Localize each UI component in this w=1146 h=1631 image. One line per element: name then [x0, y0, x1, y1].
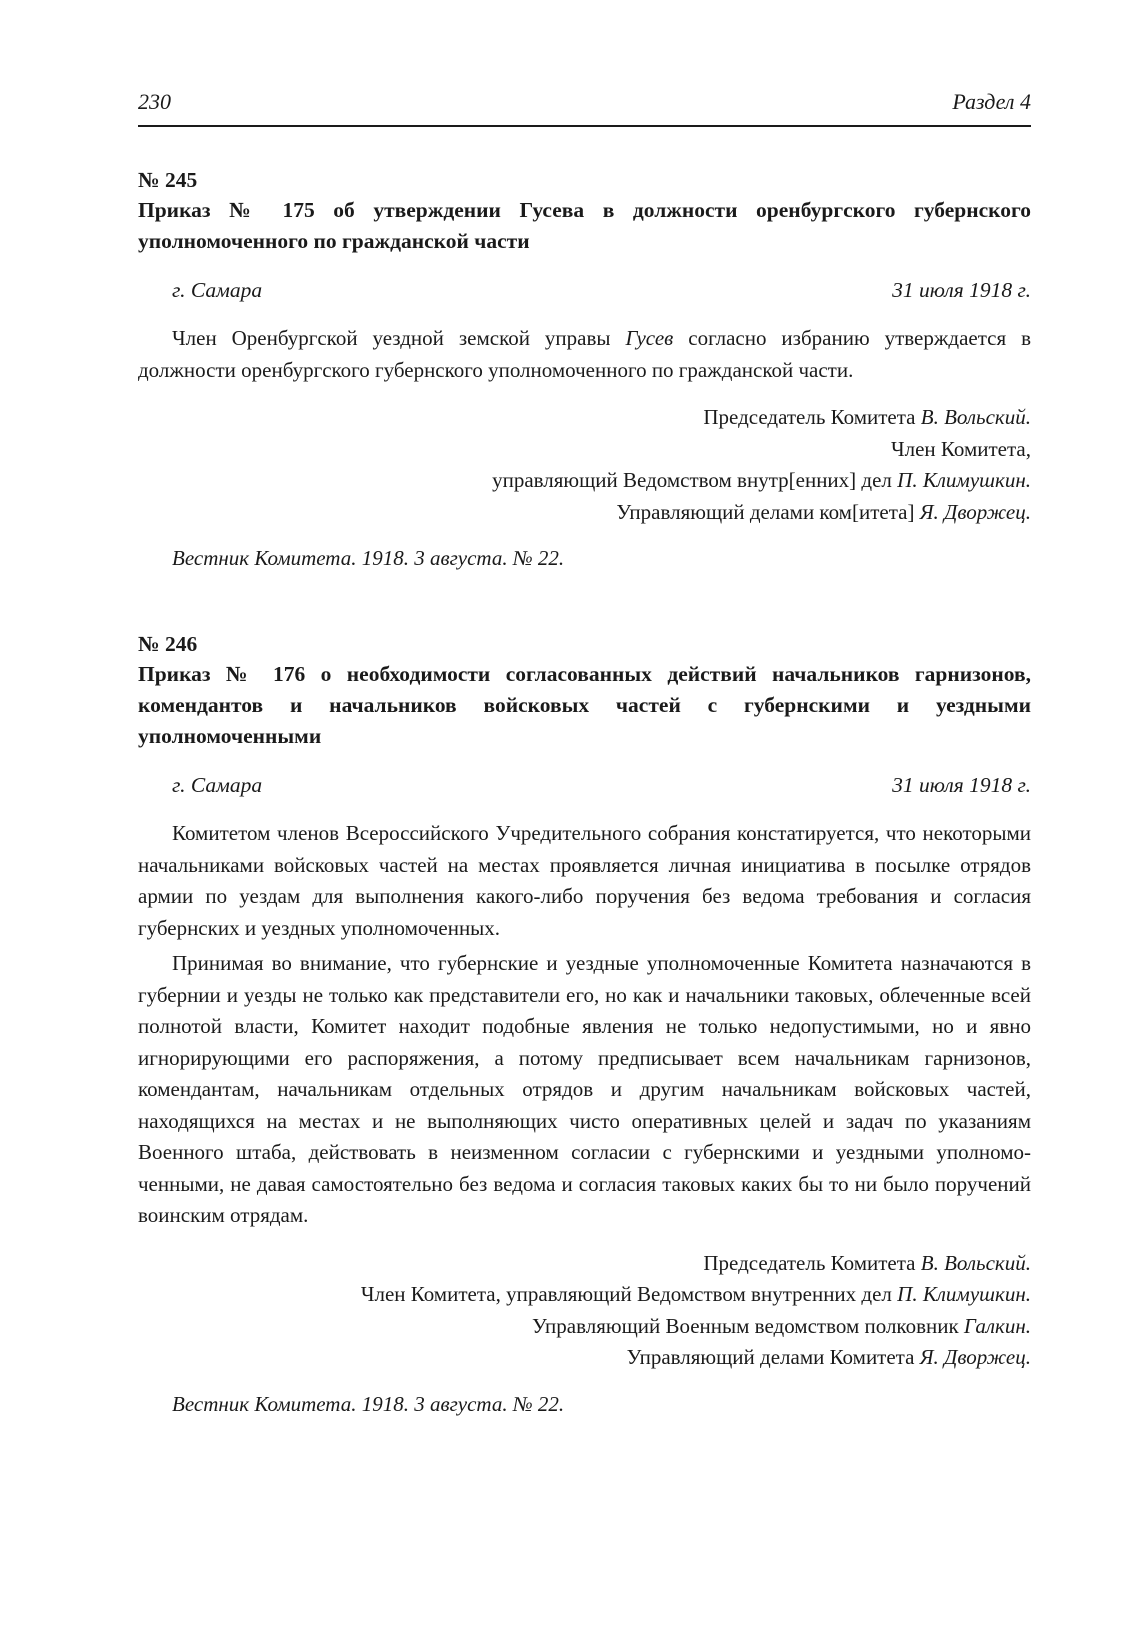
paragraph: Комитетом членов Всероссийского Учредительного собрания констатируется, что некоторыми начальниками войсковых частей на местах проявляется личная инициатива в посылке отрядов армии по уездам для выполнения какого-либо поручения без ведома требования и согласия губернских и уездных уполномоченных. — [138, 821, 1031, 940]
place-date-line — [138, 770, 1031, 800]
page-number: 230 — [138, 89, 171, 114]
signature-line — [138, 1311, 1031, 1343]
signature-name: Я. Дворжец. — [919, 499, 1031, 524]
signature-role: Член Комитета, — [890, 436, 1031, 461]
signature-role: управляющий Ведомством внутр[енних] дел — [492, 468, 898, 492]
signature-role: Управляющий делами ком[итета] — [616, 499, 920, 524]
signature-block — [138, 402, 1031, 528]
signature-name: Галкин. — [963, 1313, 1031, 1338]
signature-role: Управляющий делами Комитета — [626, 1345, 920, 1369]
document-body — [138, 323, 1031, 386]
signature-block — [138, 1248, 1031, 1374]
document-246 — [138, 629, 1031, 1419]
source-citation: Вестник Комитета. 1918. 3 августа. № 22. — [172, 1391, 565, 1416]
signature-line — [138, 434, 1031, 466]
document-number: № 245 — [138, 168, 198, 192]
signature-line — [138, 1279, 1031, 1311]
signature-line — [138, 402, 1031, 434]
source-citation: Вестник Комитета. 1918. 3 августа. № 22. — [172, 546, 565, 570]
signature-role: Член Комитета, управляющий Ведомством внутренних дел — [360, 1282, 898, 1306]
paragraph-text-end: согласно избранию утверждается в должности оренбургского губернского уполномоченного по гражданской части. — [138, 326, 1031, 382]
page — [138, 88, 1031, 1419]
signature-role: Председатель Комитета — [703, 1250, 921, 1275]
section-title: Раздел 4 — [952, 89, 1031, 114]
document-title: Приказ № 176 о необходимости согласованных действий начальников гарнизонов, комендантов и начальников войсковых частей с губернскими и уездными уполномоченными — [138, 662, 1031, 748]
place: г. Самара — [172, 773, 263, 797]
place-date-line — [138, 275, 1031, 305]
paragraph: Принимая во внимание, что губернские и уездные уполномоченные Комитета назначаются в губернии и уезды не только как представители его, но как и начальники таковых, облеченные всей полнотой власти, Комитет находит подобные явления не только недопустимыми, но и явно игнорирующими его распоряжения, а потому предписывает всем начальникам гарнизонов, комендантам, начальникам отдельных отрядов и другим начальникам войсковых частей, находящихся на местах и не выполняющих чисто оперативных целей и задач по указаниям Военного штаба, действовать в неизменном согласии с губернскими и уездными уполномоченными, не давая самостоятельно без ведома и согласия таковых каких бы то ни было поручений воинским отрядам. — [138, 951, 1031, 1227]
document-245 — [138, 165, 1031, 573]
signature-name: П. Климушкин. — [897, 468, 1031, 492]
place: г. Самара — [172, 278, 263, 302]
signature-role: Управляющий Военным ведомством полковник — [532, 1313, 964, 1338]
signature-name: Я. Дворжец. — [919, 1345, 1031, 1369]
date: 31 июля 1918 г. — [892, 773, 1031, 797]
signature-name: В. Вольский. — [920, 405, 1031, 429]
person-name: Гусев — [625, 326, 674, 350]
signature-line — [138, 465, 1031, 497]
signature-line — [138, 1342, 1031, 1374]
document-number: № 246 — [138, 632, 198, 656]
signature-line — [138, 1248, 1031, 1280]
running-head — [138, 88, 1031, 127]
signature-line — [138, 497, 1031, 529]
signature-role: Председатель Комитета — [703, 405, 921, 429]
document-title: Приказ № 175 об утверждении Гусева в должности оренбургского губернского уполномоченного по гражданской части — [138, 198, 1031, 253]
signature-name: В. Вольский. — [920, 1250, 1031, 1275]
date: 31 июля 1918 г. — [892, 278, 1031, 302]
document-body — [138, 818, 1031, 1232]
paragraph — [138, 323, 1031, 386]
signature-name: П. Климушкин. — [897, 1282, 1031, 1306]
paragraph-text-start: Член Оренбургской уездной земской управы — [172, 326, 626, 350]
